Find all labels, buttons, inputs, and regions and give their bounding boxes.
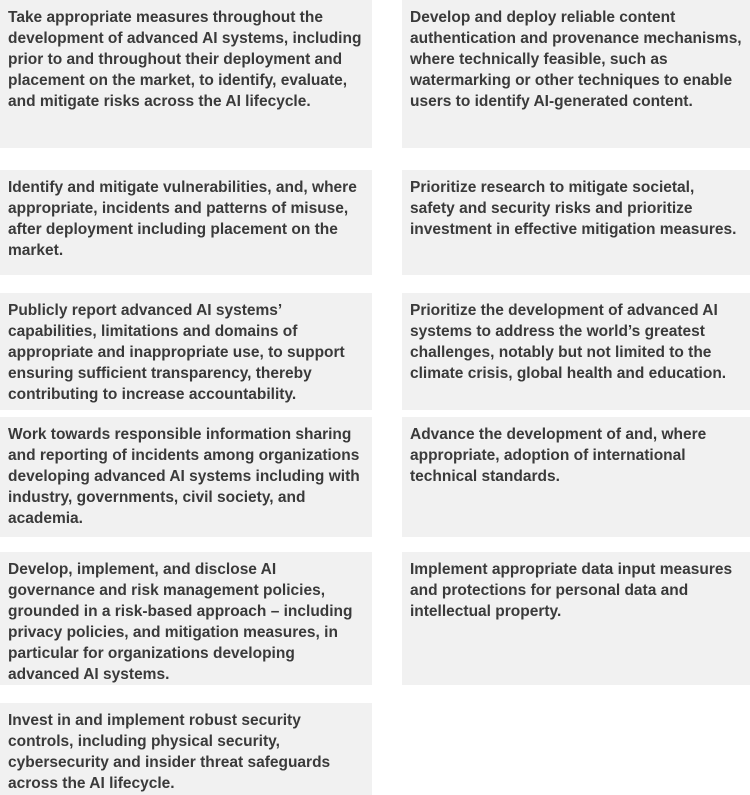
empty-cell bbox=[402, 703, 750, 795]
principle-row bbox=[0, 417, 750, 537]
principle-cell: Work towards responsible information sharing and reporting of incidents among organizations developing advanced AI systems including with industry, governments, civil society, and academia. bbox=[0, 417, 372, 537]
principle-cell: Identify and mitigate vulnerabilities, and, where appropriate, incidents and patterns of misuse, after deployment including placement on the market. bbox=[0, 170, 372, 275]
principle-cell: Develop, implement, and disclose AI governance and risk management policies, grounded in a risk-based approach – including privacy policies, and mitigation measures, in particular for organizations developing advanced AI systems. bbox=[0, 552, 372, 685]
principle-row bbox=[0, 293, 750, 410]
principle-row bbox=[0, 703, 750, 795]
principle-row bbox=[0, 170, 750, 275]
principle-cell: Invest in and implement robust security controls, including physical security, cybersecurity and insider threat safeguards across the AI lifecycle. bbox=[0, 703, 372, 795]
principle-cell: Advance the development of and, where appropriate, adoption of international technical standards. bbox=[402, 417, 750, 537]
principle-cell: Prioritize research to mitigate societal, safety and security risks and prioritize investment in effective mitigation measures. bbox=[402, 170, 750, 275]
principle-cell: Publicly report advanced AI systems’ capabilities, limitations and domains of appropriate and inappropriate use, to support ensuring sufficient transparency, thereby contributing to increase accountability. bbox=[0, 293, 372, 410]
principle-cell: Develop and deploy reliable content authentication and provenance mechanisms, where technically feasible, such as watermarking or other techniques to enable users to identify AI-generated content. bbox=[402, 0, 750, 148]
principle-cell: Implement appropriate data input measures and protections for personal data and intellectual property. bbox=[402, 552, 750, 685]
principle-row bbox=[0, 0, 750, 148]
principle-cell: Take appropriate measures throughout the development of advanced AI systems, including prior to and throughout their deployment and placement on the market, to identify, evaluate, and mitigate risks across the AI lifecycle. bbox=[0, 0, 372, 148]
principle-row bbox=[0, 552, 750, 685]
principle-cell: Prioritize the development of advanced AI systems to address the world’s greatest challenges, notably but not limited to the climate crisis, global health and education. bbox=[402, 293, 750, 410]
